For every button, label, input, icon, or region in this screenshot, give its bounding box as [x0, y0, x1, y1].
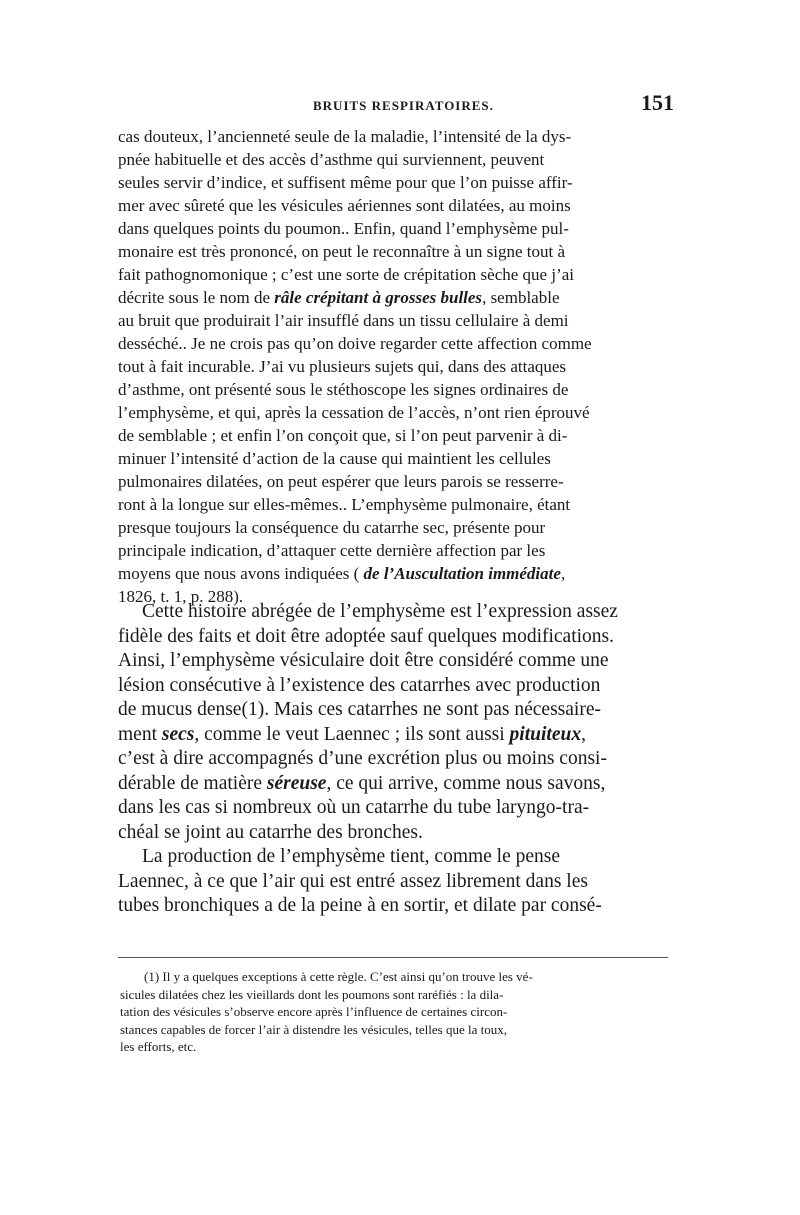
- page-number: 151: [641, 90, 674, 115]
- text-line: pnée habituelle et des accès d’asthme qui surviennent, peuvent: [118, 150, 545, 169]
- text-line: monaire est très prononcé, on peut le reconnaître à un signe tout à: [118, 242, 566, 261]
- text-line: ront à la longue sur elles-mêmes.. L’emphysème pulmonaire, étant: [118, 495, 571, 514]
- footnote: [120, 968, 668, 1056]
- text-line: fait pathognomonique ; c’est une sorte de crépitation sèche que j’ai: [118, 265, 575, 284]
- footnote-line: les efforts, etc.: [120, 1039, 197, 1054]
- text-line: presque toujours la conséquence du catarrhe sec, présente pour: [118, 518, 546, 537]
- text-line: l’emphysème, et qui, après la cessation de l’accès, n’ont rien éprouvé: [118, 403, 590, 422]
- paragraph-1: [118, 125, 668, 608]
- footnote-line: (1) Il y a quelques exceptions à cette règle. C’est ainsi qu’on trouve les vé-: [144, 969, 533, 984]
- text-line: mer avec sûreté que les vésicules aériennes sont dilatées, au moins: [118, 196, 571, 215]
- footnote-line: tation des vésicules s’observe encore après l’influence de certaines circon-: [120, 1004, 508, 1019]
- text-line: d’asthme, ont présenté sous le stéthoscope les signes ordinaires de: [118, 380, 569, 399]
- text-line: fidèle des faits et doit être adoptée sauf quelques modifications.: [118, 625, 615, 647]
- text-line: lésion consécutive à l’existence des catarrhes avec production: [118, 674, 601, 696]
- text-line: seules servir d’indice, et suffisent même pour que l’on puisse affir-: [118, 173, 573, 192]
- footnote-line: stances capables de forcer l’air à distendre les vésicules, telles que la toux,: [120, 1021, 507, 1037]
- footnote-rule: [118, 957, 668, 958]
- text-line: Ainsi, l’emphysème vésiculaire doit être considéré comme une: [118, 650, 609, 671]
- text-line: au bruit que produirait l’air insufflé dans un tissu cellulaire à demi: [118, 311, 569, 330]
- text-run: décrite sous le nom de: [118, 288, 275, 307]
- text-line: de semblable ; et enfin l’on conçoit que, si l’on peut parvenir à di-: [118, 426, 568, 445]
- text-run: ,: [581, 723, 586, 745]
- italic-term: séreuse: [266, 772, 327, 794]
- italic-reference: de l’Auscultation immédiate: [363, 564, 561, 583]
- text-line: chéal se joint au catarrhe des bronches.: [118, 821, 423, 843]
- text-line: La production de l’emphysème tient, comme le pense: [142, 846, 561, 867]
- text-line: minuer l’intensité d’action de la cause qui maintient les cellules: [118, 449, 551, 468]
- italic-term: secs: [161, 723, 195, 745]
- text-run: ,: [560, 564, 566, 583]
- text-line: cas douteux, l’ancienneté seule de la maladie, l’intensité de la dys-: [118, 127, 572, 146]
- text-line: 1826, t. 1, p. 288).: [118, 587, 244, 606]
- paragraph-2-3: [118, 600, 668, 919]
- text-line: [118, 286, 668, 309]
- text-run: , ce qui arrive, comme nous savons,: [326, 772, 606, 794]
- text-line: dans les cas si nombreux où un catarrhe du tube laryngo-tra-: [118, 797, 590, 818]
- text-line: pulmonaires dilatées, on peut espérer que leurs parois se resserre-: [118, 472, 564, 491]
- text-line: dans quelques points du poumon.. Enfin, quand l’emphysème pul-: [118, 219, 569, 238]
- text-run: moyens que nous avons indiquées (: [118, 564, 364, 583]
- text-line: [118, 772, 668, 797]
- text-run: ment: [118, 723, 162, 745]
- text-line: tout à fait incurable. J’ai vu plusieurs sujets qui, dans des attaques: [118, 357, 567, 376]
- footnote-line: sicules dilatées chez les vieillards dont les poumons sont raréfiés : la dila-: [120, 986, 504, 1002]
- text-line: [118, 562, 668, 585]
- text-line: c’est à dire accompagnés d’une excrétion plus ou moins consi-: [118, 748, 607, 769]
- text-line: tubes bronchiques a de la peine à en sortir, et dilate par consé-: [118, 895, 602, 916]
- text-line: de mucus dense(1). Mais ces catarrhes ne sont pas nécessaire-: [118, 699, 601, 720]
- text-run: dérable de matière: [118, 772, 267, 794]
- text-line: desséché.. Je ne crois pas qu’on doive regarder cette affection comme: [118, 334, 592, 353]
- text-run: , semblable: [482, 288, 560, 307]
- text-line: Laennec, à ce que l’air qui est entré assez librement dans les: [118, 870, 588, 892]
- italic-term: râle crépitant à grosses bulles: [274, 288, 483, 307]
- text-run: , comme le veut Laennec ; ils sont aussi: [194, 723, 510, 745]
- text-line: Cette histoire abrégée de l’emphysème est l’expression assez: [142, 601, 618, 622]
- text-line: principale indication, d’attaquer cette dernière affection par les: [118, 541, 546, 560]
- running-title: BRUITS RESPIRATOIRES.: [313, 98, 494, 113]
- italic-term: pituiteux: [509, 723, 582, 745]
- text-line: [118, 723, 668, 748]
